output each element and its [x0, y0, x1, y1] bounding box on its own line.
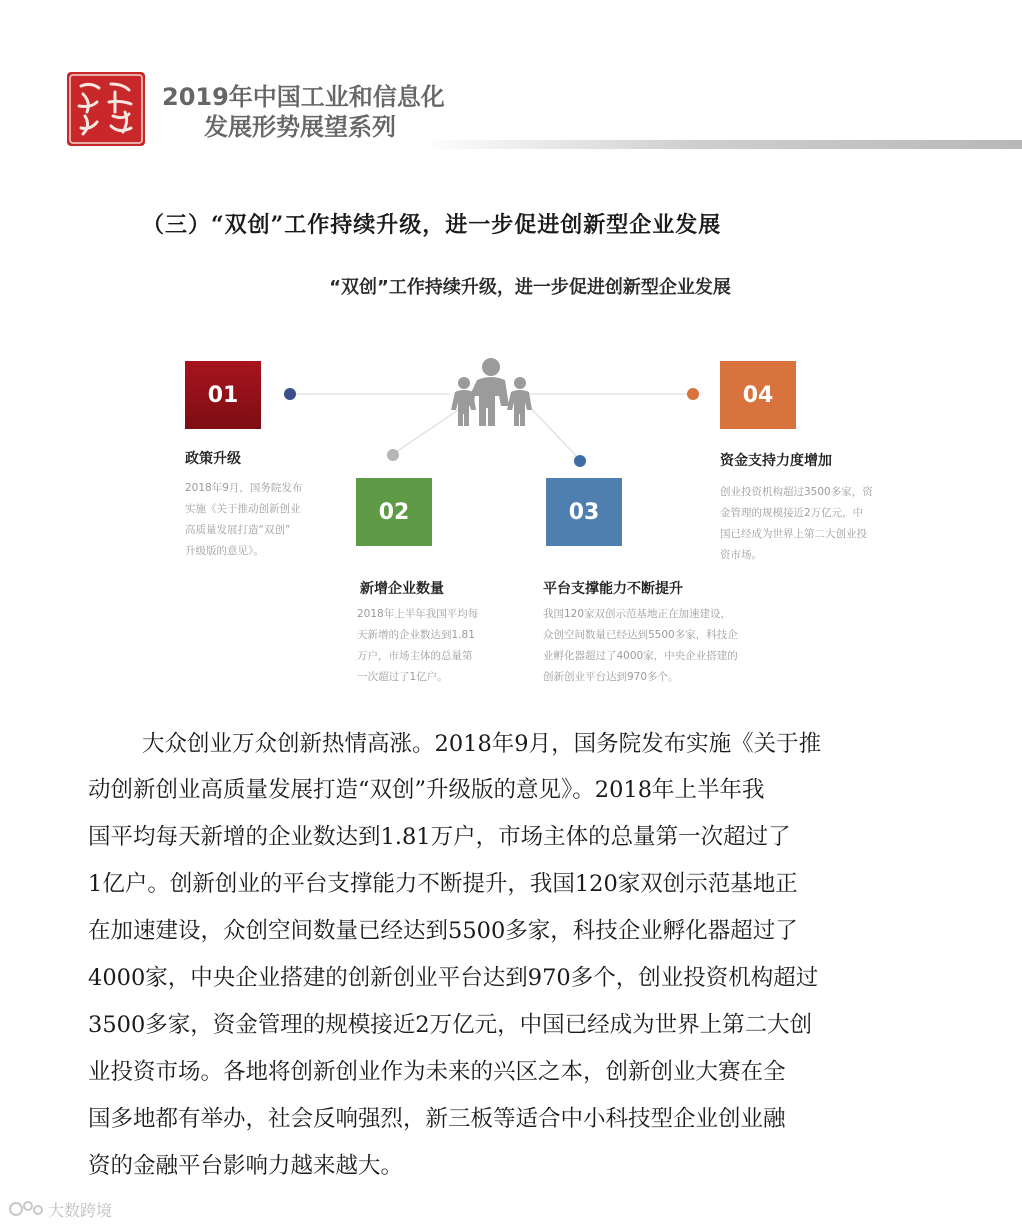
- body-line: 4000家，中央企业搭建的创新创业平台达到970多个，创业投资机构超过: [88, 965, 819, 991]
- step-04-desc-line: 创业投资机构超过3500多家，资: [720, 486, 873, 498]
- step-04-desc-line: 资市场。: [720, 549, 762, 561]
- ccid-seal-logo: [67, 72, 145, 146]
- body-line: 1亿户。创新创业的平台支撑能力不断提升，我国120家双创示范基地正: [88, 871, 798, 897]
- step-02-desc-line: 万户，市场主体的总量第: [357, 650, 473, 662]
- body-line: 资的金融平台影响力越来越大。: [88, 1153, 404, 1179]
- step-04-badge: 04: [720, 361, 796, 429]
- header-divider: [420, 140, 1022, 149]
- step-02-desc-line: 2018年上半年我国平均每: [357, 608, 479, 620]
- watermark: [8, 1196, 148, 1222]
- body-line: 3500多家，资金管理的规模接近2万亿元，中国已经成为世界上第二大创: [88, 1012, 813, 1038]
- body-line: 国平均每天新增的企业数达到1.81万户，市场主体的总量第一次超过了: [88, 824, 791, 850]
- step-01-desc: [185, 478, 302, 562]
- title-line-2: 发展形势展望系列: [204, 113, 396, 141]
- step-01-title: 政策升级: [185, 451, 241, 467]
- step-02-badge: 02: [356, 478, 432, 546]
- body-line: 大众创业万众创新热情高涨。2018年9月，国务院发布实施《关于推: [142, 731, 822, 757]
- step-03-desc-line: 众创空间数量已经达到5500多家，科技企: [543, 629, 738, 641]
- infographic-title: “双创”工作持续升级，进一步促进创新型企业发展: [329, 277, 731, 298]
- step-02-desc-line: 天新增的企业数达到1.81: [357, 629, 475, 641]
- body-line: 在加速建设，众创空间数量已经达到5500多家，科技企业孵化器超过了: [88, 918, 798, 944]
- step-03-desc-line: 创新创业平台达到970多个。: [543, 671, 679, 683]
- step-03-title: 平台支撑能力不断提升: [543, 581, 683, 597]
- dot-01: [284, 388, 296, 400]
- body-line: 国多地都有举办，社会反响强烈，新三板等适合中小科技型企业创业融: [88, 1106, 786, 1132]
- step-01-desc-line: 高质量发展打造“双创”: [185, 524, 291, 536]
- watermark-logo-icon: [8, 1198, 44, 1220]
- step-01-badge: 01: [185, 361, 261, 429]
- step-02-desc-line: 一次超过了1亿户。: [357, 671, 448, 683]
- section-heading: （三）“双创”工作持续升级，进一步促进创新型企业发展: [142, 212, 722, 238]
- step-01-desc-line: 升级版的意见》。: [185, 545, 264, 557]
- step-04-desc: [720, 482, 873, 566]
- people-group-icon: [451, 358, 532, 426]
- dot-04: [687, 388, 699, 400]
- step-02-desc: [357, 604, 478, 688]
- body-line: 业投资市场。各地将创新创业作为未来的兴区之本，创新创业大赛在全: [88, 1059, 786, 1085]
- step-03-desc-line: 我国120家双创示范基地正在加速建设，: [543, 608, 732, 620]
- step-02-title: 新增企业数量: [360, 581, 444, 597]
- step-04-desc-line: 金管理的规模接近2万亿元，中: [720, 507, 864, 519]
- dot-03: [574, 455, 586, 467]
- step-04-title: 资金支持力度增加: [720, 453, 832, 469]
- report-series-title: [162, 82, 492, 142]
- step-04-desc-line: 国已经成为世界上第二大创业投: [720, 528, 867, 540]
- title-line-1: 2019年中国工业和信息化: [162, 83, 445, 111]
- watermark-text: 大数跨境: [48, 1200, 113, 1220]
- dot-02: [387, 449, 399, 461]
- step-03-desc: [543, 604, 738, 688]
- body-line: 动创新创业高质量发展打造“双创”升级版的意见》。2018年上半年我: [88, 777, 765, 803]
- step-03-badge: 03: [546, 478, 622, 546]
- step-03-desc-line: 业孵化器超过了4000家，中央企业搭建的: [543, 650, 738, 662]
- step-01-desc-line: 实施《关于推动创新创业: [185, 503, 301, 515]
- connector-diag-03: [525, 402, 580, 460]
- step-01-desc-line: 2018年9月，国务院发布: [185, 482, 303, 494]
